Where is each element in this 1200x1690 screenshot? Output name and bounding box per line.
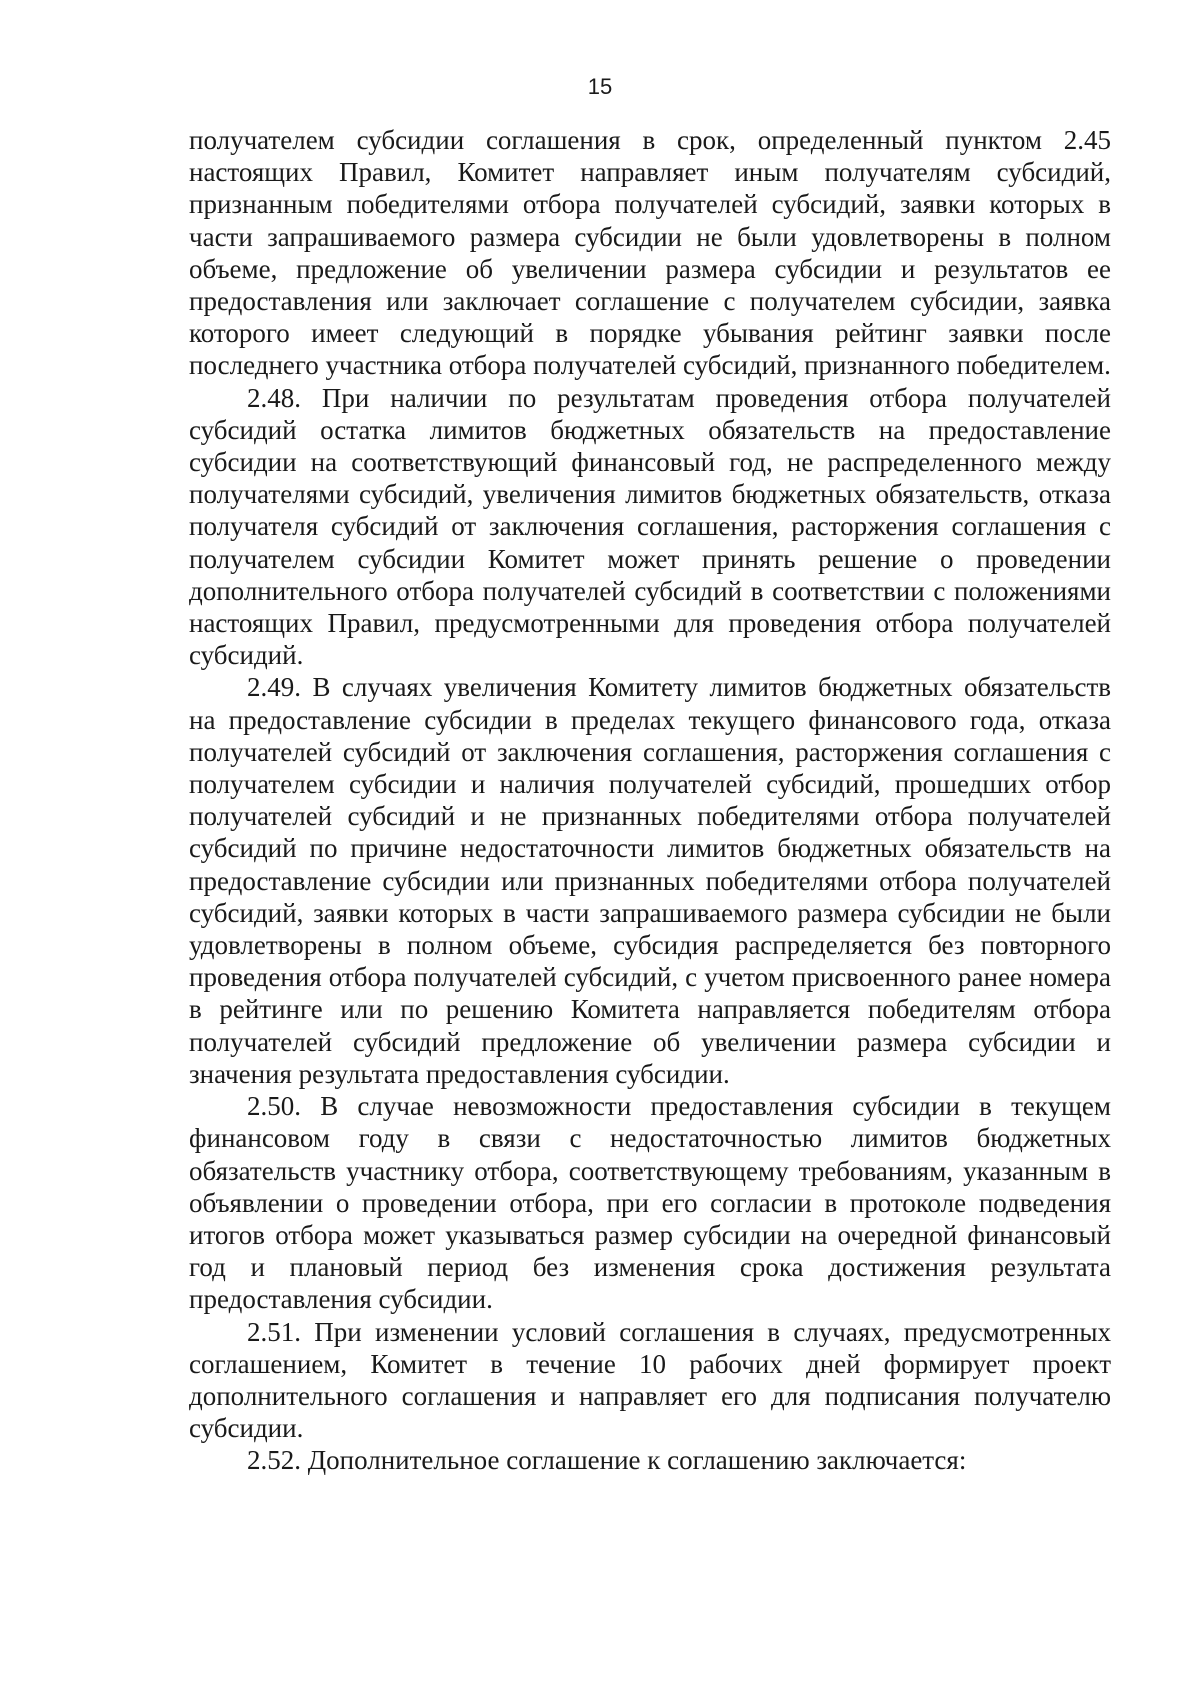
paragraph-2-48: 2.48. При наличии по результатам проведения отбора получателей субсидий остатка лимитов бюджетных обязательств на предоставление субсидии на соответствующий финансовый год, не распределенного между получателями субсидий, увеличения лимитов бюджетных обязательств, отказа получателя субсидий от заключения соглашения, расторжения соглашения с получателем субсидии Комитет может принять решение о проведении дополнительного отбора получателей субсидий в соответствии с положениями настоящих Правил, предусмотренными для проведения отбора получателей субсидий. xyxy=(189,382,1111,671)
page-number: 15 xyxy=(587,74,613,99)
paragraph-2-49: 2.49. В случаях увеличения Комитету лимитов бюджетных обязательств на предоставление субсидии в пределах текущего финансового года, отказа получателей субсидий от заключения соглашения, расторжения соглашения с получателем субсидии и наличия получателей субсидий, прошедших отбор получателей субсидий и не признанных победителями отбора получателей субсидий по причине недостаточности лимитов бюджетных обязательств на предоставление субсидии или признанных победителями отбора получателей субсидий, заявки которых в части запрашиваемого размера субсидии не были удовлетворены в полном объеме, субсидия распределяется без повторного проведения отбора получателей субсидий, с учетом присвоенного ранее номера в рейтинге или по решению Комитета направляется победителям отбора получателей субсидий предложение об увеличении размера субсидии и значения результата предоставления субсидии. xyxy=(189,672,1111,1089)
document-body xyxy=(189,124,1111,1477)
paragraph-2-52: 2.52. Дополнительное соглашение к соглашению заключается: xyxy=(247,1445,967,1476)
paragraph-continuation: получателем субсидии соглашения в срок, определенный пунктом 2.45 настоящих Правил, Комитет направляет иным получателям субсидий, признанным победителями отбора получателей субсидий, заявки которых в части запрашиваемого размера субсидии не были удовлетворены в полном объеме, предложение об увеличении размера субсидии и результатов ее предоставления или заключает соглашение с получателем субсидии, заявка которого имеет следующий в порядке убывания рейтинг заявки после последнего участника отбора получателей субсидий, признанного победителем. xyxy=(189,125,1111,381)
paragraph-2-50: 2.50. В случае невозможности предоставления субсидии в текущем финансовом году в связи с недостаточностью лимитов бюджетных обязательств участнику отбора, соответствующему требованиям, указанным в объявлении о проведении отбора, при его согласии в протоколе подведения итогов отбора может указываться размер субсидии на очередной финансовый год и плановый период без изменения срока достижения результата предоставления субсидии. xyxy=(189,1091,1111,1315)
paragraph-2-51: 2.51. При изменении условий соглашения в случаях, предусмотренных соглашением, Комитет в течение 10 рабочих дней формирует проект дополнительного соглашения и направляет его для подписания получателю субсидии. xyxy=(189,1316,1111,1444)
